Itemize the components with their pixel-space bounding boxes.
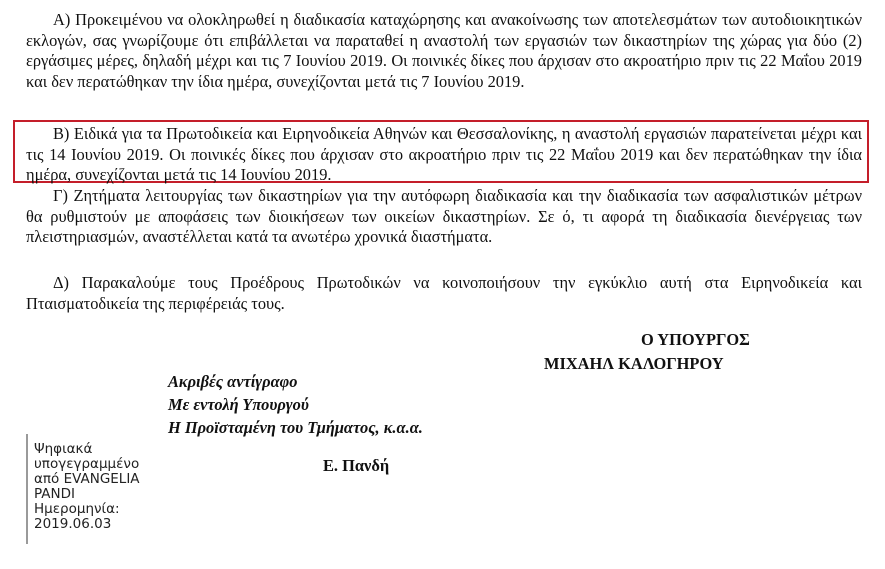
paragraph-b [26,124,862,186]
stamp-line-1: Ψηφιακά [34,441,93,457]
minister-title: Ο ΥΠΟΥΡΓΟΣ [641,330,750,349]
minister-name: ΜΙΧΑΗΛ ΚΑΛΟΓΗΡΟΥ [544,354,724,373]
paragraph-c-text: Γ) Ζητήματα λειτουργίας των δικαστηρίων για την αυτόφωρη διαδικασία και την διαδικασία των ασφαλιστικών μέτρων θα ρυθμιστούν με αποφάσεις των διοικήσεων των οικείων δικαστηρίων. Σε ό, τι αφορά τη διαδικασία διενέργειας των πλειστηριασμών, αναστέλλεται κατά τα ανωτέρω χρονικά διαστήματα. [26,186,862,247]
paragraph-a [26,10,862,92]
paragraph-b-text: Β) Ειδικά για τα Πρωτοδικεία και Ειρηνοδικεία Αθηνών και Θεσσαλονίκης, η αναστολή εργασιών παρατείνεται μέχρι και τις 14 Ιουνίου 2019. Οι ποινικές δίκες που άρχισαν στο ακροατήριο πριν τις 22 Μαΐου 2019 και δεν περατώθηκαν την ίδια ημέρα, συνεχίζονται μετά τις 14 Ιουνίου 2019. [26,124,862,185]
paragraph-c [26,186,862,248]
head-of-department-label: Η Προϊσταμένη του Τμήματος, κ.α.α. [168,418,423,437]
stamp-line-6: 2019.06.03 [34,516,112,532]
paragraph-d-text: Δ) Παρακαλούμε τους Προέδρους Πρωτοδικών να κοινοποιήσουν την εγκύκλιο αυτή στα Ειρηνοδικεία και Πταισματοδικεία της περιφέρειάς τους. [26,273,862,313]
stamp-line-5: Ημερομηνία: [34,501,120,517]
paragraph-d [26,273,862,314]
by-order-label: Με εντολή Υπουργού [168,395,309,414]
exact-copy-label: Ακριβές αντίγραφο [168,372,298,391]
paragraph-a-text: Α) Προκειμένου να ολοκληρωθεί η διαδικασία καταχώρησης και ανακοίνωσης των αποτελεσμάτων των αυτοδιοικητικών εκλογών, σας γνωρίζουμε ότι επιβάλλεται να παραταθεί η αναστολή των εργασιών των δικαστηρίων της χώρας για δύο (2) εργάσιμες μέρες, δηλαδή μέχρι και τις 7 Ιουνίου 2019. Οι ποινικές δίκες που άρχισαν στο ακροατήριο πριν τις 22 Μαΐου 2019 και δεν περατώθηκαν την ίδια ημέρα, συνεχίζονται μετά τις 7 Ιουνίου 2019. [26,10,862,91]
stamp-line-4: PANDI [34,486,75,502]
stamp-line-2: υπογεγραμμένο [34,456,140,472]
digital-signature-stamp [26,434,178,544]
signer-name: Ε. Πανδή [323,456,390,475]
stamp-line-3: από EVANGELIA [34,471,140,487]
